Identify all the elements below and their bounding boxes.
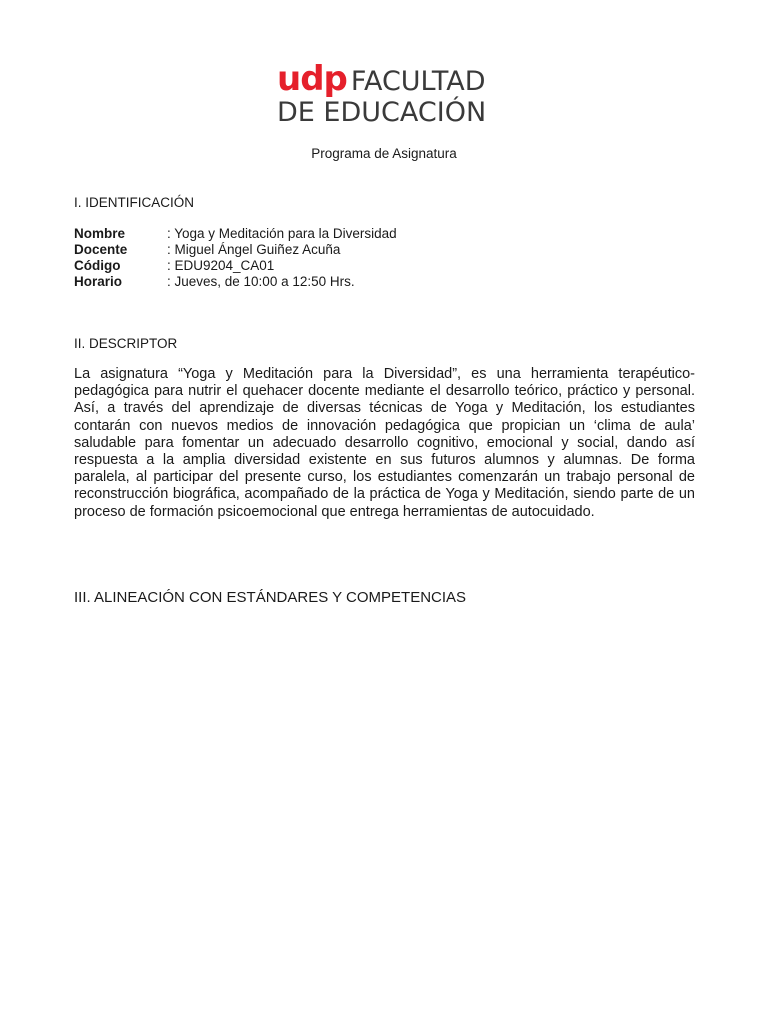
id-value: : Jueves, de 10:00 a 12:50 Hrs. — [167, 274, 355, 289]
logo-line-1 — [277, 59, 486, 99]
section-identificacion-heading: I. IDENTIFICACIÓN — [74, 195, 195, 210]
descriptor-paragraph: La asignatura “Yoga y Meditación para la Diversidad”, es una herramienta terapéutico-pedagógica para nutrir el quehacer docente mediante el desarrollo teórico, práctico y personal. Así, a través del aprendizaje de diversas técnicas de Yoga y Meditación, los estudiantes contarán con nuevos medios de innovación pedagógica que propician un ‘clima de aula’ saludable para fomentar un adecuado desarrollo cognitivo, emocional y social, dando así respuesta a la amplia diversidad existente en sus futuros alumnos y alumnas. De forma paralela, al participar del presente curso, los estudiantes comenzarán un trabajo personal de reconstrucción biográfica, acompañado de la práctica de Yoga y Meditación, siendo parte de un proceso de formación psicoemocional que entrega herramientas de autocuidado. — [74, 366, 695, 520]
id-value: : Miguel Ángel Guiñez Acuña — [167, 242, 341, 257]
id-row-horario — [74, 274, 397, 290]
id-label: Docente — [74, 242, 128, 257]
id-value: : EDU9204_CA01 — [167, 258, 275, 273]
document-subtitle: Programa de Asignatura — [311, 146, 457, 161]
logo-faculty-word: FACULTAD — [350, 66, 486, 97]
id-value: : Yoga y Meditación para la Diversidad — [167, 226, 397, 241]
id-label: Horario — [74, 274, 123, 289]
section-alineacion-heading: III. ALINEACIÓN CON ESTÁNDARES Y COMPETENCIAS — [74, 589, 467, 606]
id-row-codigo — [74, 258, 397, 274]
identification-table — [74, 226, 397, 290]
logo-brand: udp — [277, 59, 347, 99]
logo-line-2: DE EDUCACIÓN — [277, 97, 487, 128]
id-row-nombre — [74, 226, 397, 242]
udp-faculty-logo — [277, 59, 497, 128]
section-descriptor-heading: II. DESCRIPTOR — [74, 336, 178, 351]
id-row-docente — [74, 242, 397, 258]
id-label: Código — [74, 258, 121, 273]
id-label: Nombre — [74, 226, 126, 241]
